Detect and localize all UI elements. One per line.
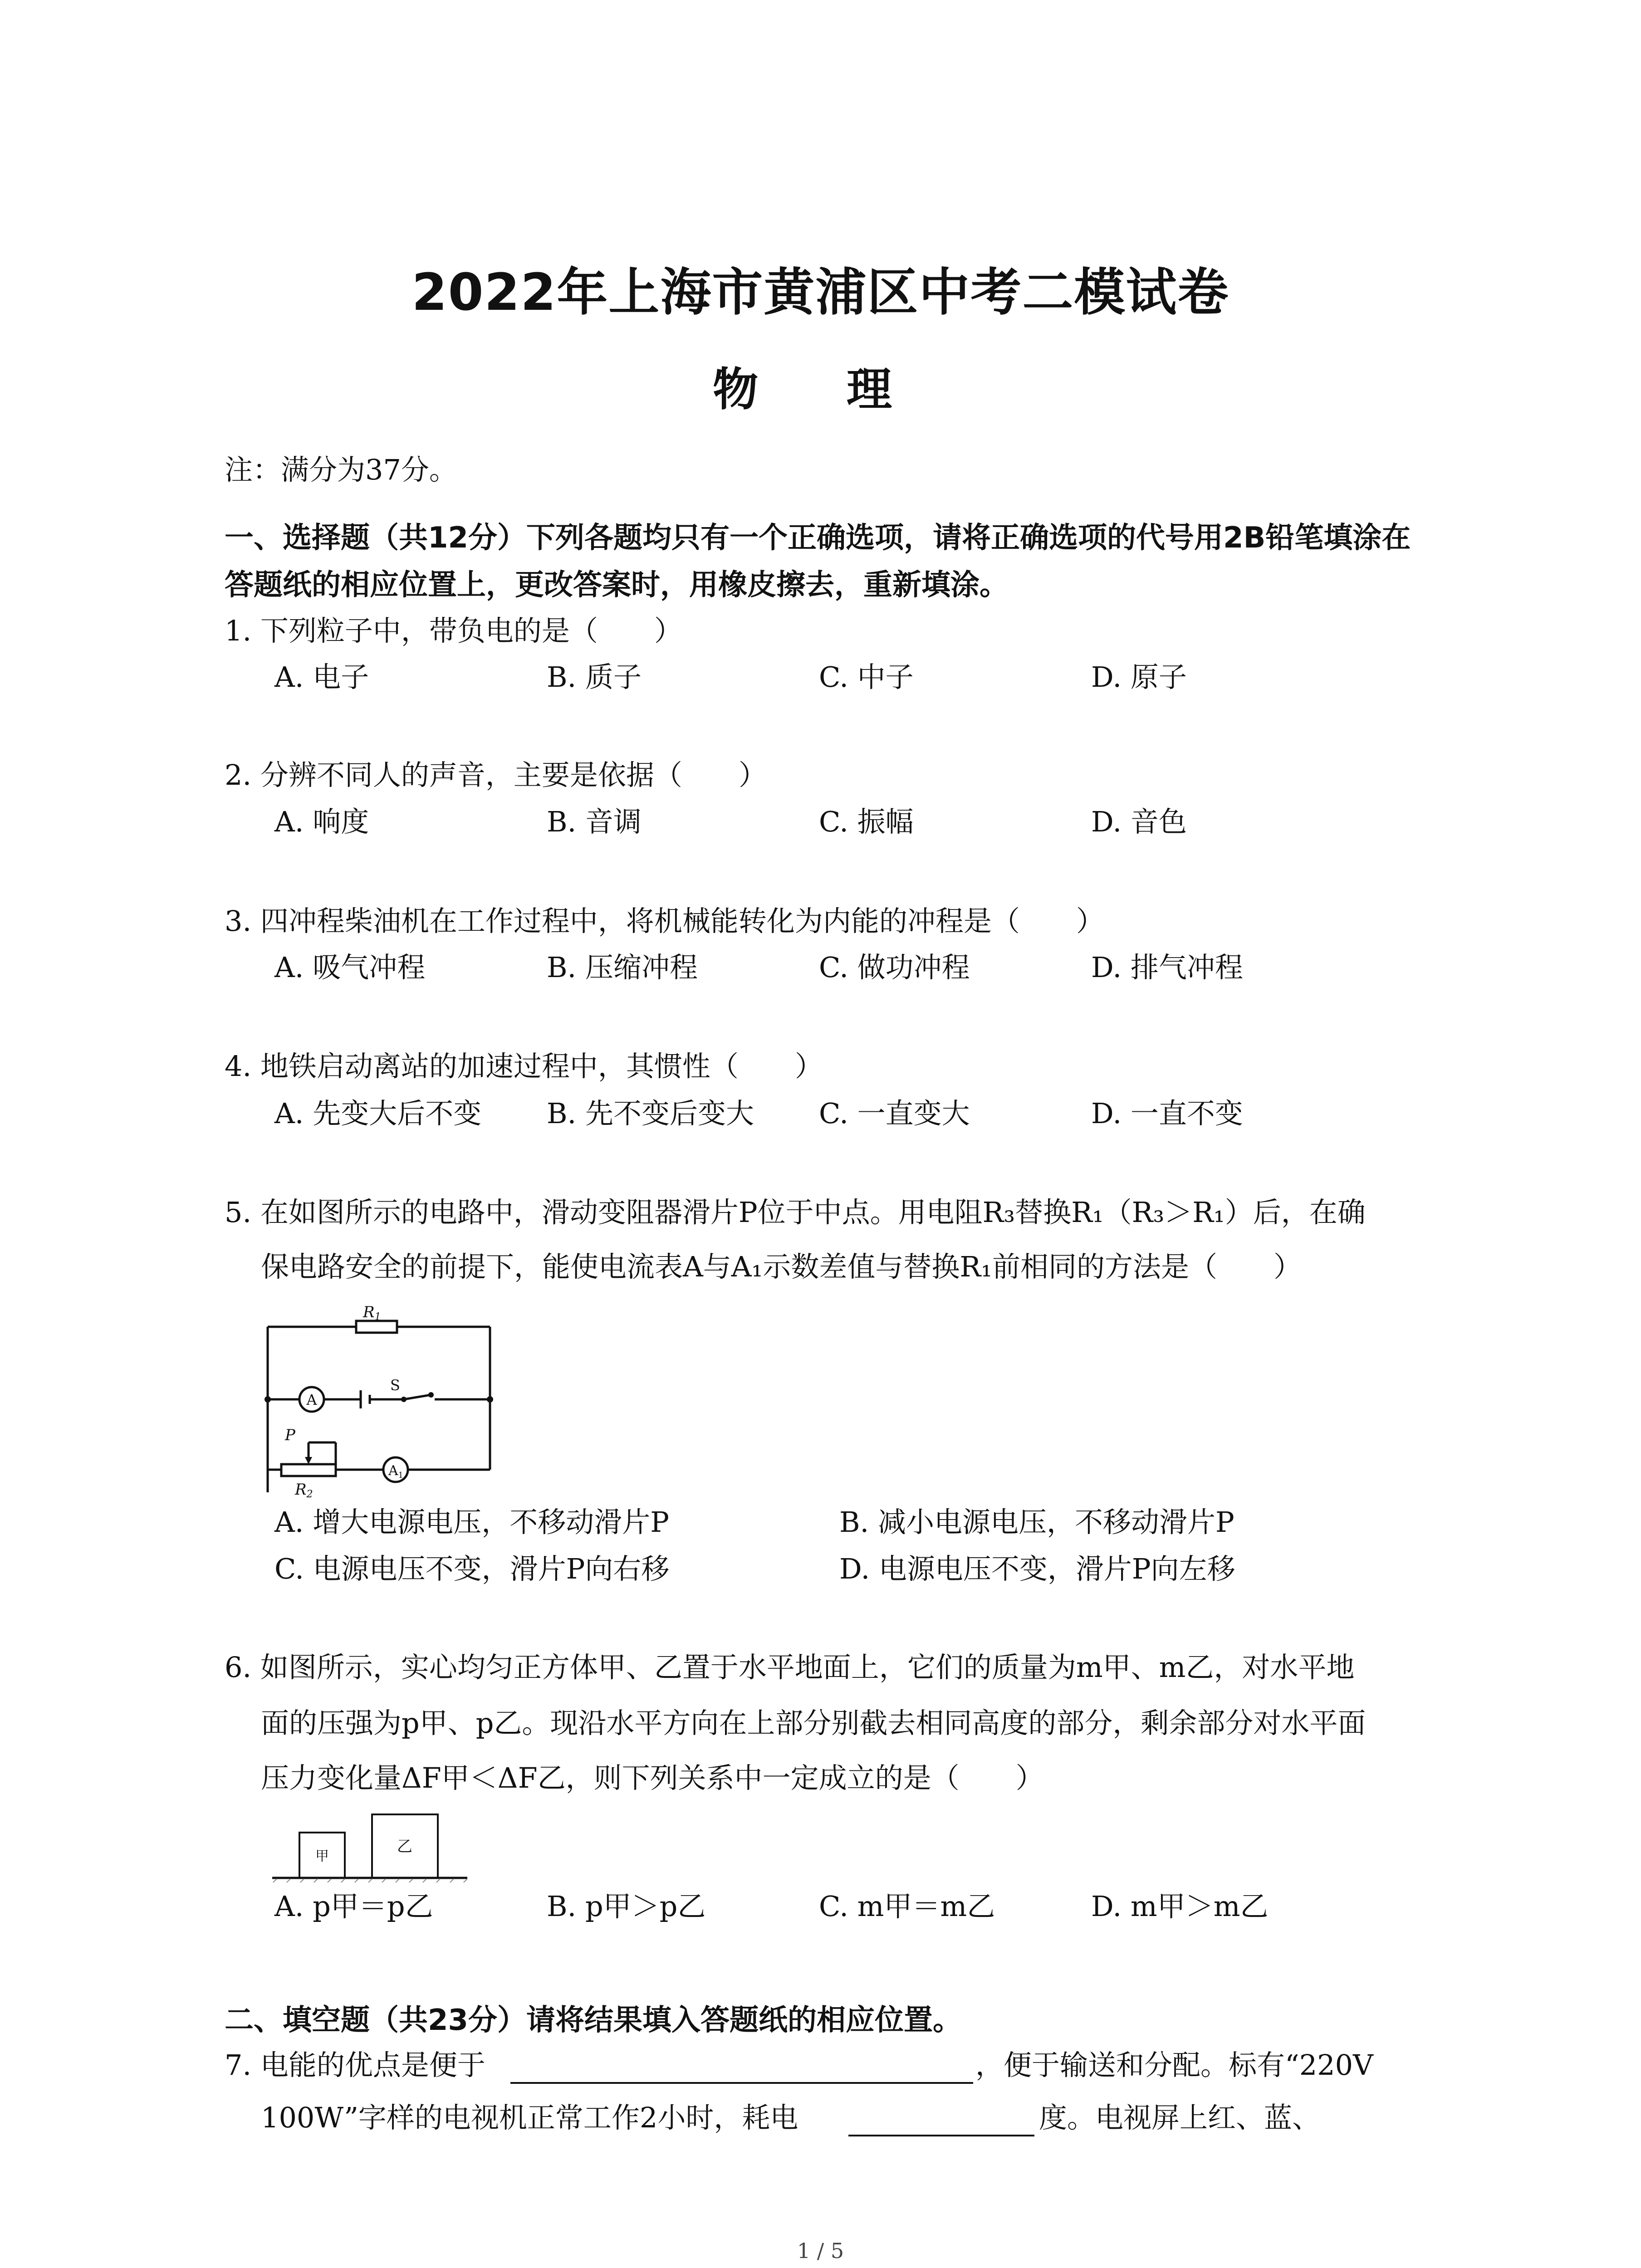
cube-jia-label: 甲 — [315, 1848, 329, 1864]
q1-option-c: C. 中子 — [819, 660, 914, 694]
q2-option-d: D. 音色 — [1091, 805, 1187, 838]
cube-yi-label: 乙 — [397, 1838, 412, 1856]
q5-option-a: A. 增大电源电压，不移动滑片P — [274, 1505, 669, 1539]
ammeter-a-label: A — [306, 1391, 317, 1408]
q6-option-d: D. m甲＞m乙 — [1091, 1890, 1269, 1923]
section2-heading: 二、填空题（共23分）请将结果填入答题纸的相应位置。 — [225, 2004, 962, 2037]
q6-stem-line1: 6. 如图所示，实心均匀正方体甲、乙置于水平地面上，它们的质量为m甲、m乙，对水平地 — [225, 1651, 1355, 1684]
r2-label: R2 — [295, 1481, 313, 1500]
q5-option-d: D. 电源电压不变，滑片P向左移 — [839, 1552, 1235, 1585]
q7-blank-2 — [848, 2133, 1034, 2136]
q4-option-c: C. 一直变大 — [819, 1097, 970, 1130]
q4-option-d: D. 一直不变 — [1091, 1097, 1243, 1130]
q6-option-a: A. p甲＝p乙 — [274, 1890, 433, 1923]
q5-option-b: B. 减小电源电压，不移动滑片P — [839, 1505, 1234, 1539]
r1-label: R1 — [363, 1303, 381, 1323]
q1-option-b: B. 质子 — [547, 660, 642, 694]
q6-stem-line2: 面的压强为p甲、p乙。现沿水平方向在上部分别截去相同高度的部分，剩余部分对水平面 — [261, 1706, 1366, 1740]
q1-option-d: D. 原子 — [1091, 660, 1187, 694]
ammeter-a1-label: $A_1$ — [388, 1463, 404, 1480]
q7-blank-1 — [510, 2080, 973, 2084]
q7-text-part4: 度。电视屏上红、蓝、 — [1039, 2101, 1321, 2134]
q6-cubes-diagram — [268, 1810, 476, 1882]
switch-s-label: S — [390, 1377, 400, 1394]
full-score-note: 注：满分为37分。 — [225, 453, 457, 486]
q5-stem-line2: 保电路安全的前提下，能使电流表A与A₁示数差值与替换R₁前相同的方法是（ ） — [261, 1250, 1302, 1283]
q2-option-b: B. 音调 — [547, 805, 642, 838]
exam-title: 2022年上海市黄浦区中考二模试卷 — [411, 263, 1230, 322]
slider-p-label: P — [285, 1426, 295, 1444]
q2-stem: 2. 分辨不同人的声音，主要是依据（ ） — [225, 758, 767, 792]
page-number: 1 / 5 — [797, 2239, 844, 2263]
q3-option-d: D. 排气冲程 — [1091, 951, 1243, 984]
q6-option-b: B. p甲＞p乙 — [547, 1890, 706, 1923]
q2-option-c: C. 振幅 — [819, 805, 914, 838]
q2-option-a: A. 响度 — [274, 805, 369, 838]
q6-stem-line3: 压力变化量ΔF甲＜ΔF乙，则下列关系中一定成立的是（ ） — [261, 1761, 1044, 1794]
section1-heading-line1: 一、选择题（共12分）下列各题均只有一个正确选项，请将正确选项的代号用2B铅笔填涂在 — [225, 521, 1411, 555]
q5-option-c: C. 电源电压不变，滑片P向右移 — [274, 1552, 670, 1585]
q6-option-c: C. m甲＝m乙 — [819, 1890, 995, 1923]
section1-heading-line2: 答题纸的相应位置上，更改答案时，用橡皮擦去，重新填涂。 — [225, 568, 1009, 602]
q7-text-part3: 100W”字样的电视机正常工作2小时，耗电 — [261, 2101, 798, 2134]
q7-text-part1: 7. 电能的优点是便于 — [225, 2048, 485, 2082]
q3-option-a: A. 吸气冲程 — [274, 951, 426, 984]
q1-stem: 1. 下列粒子中，带负电的是（ ） — [225, 614, 682, 647]
subject-title: 物 理 — [713, 363, 928, 416]
q3-option-c: C. 做功冲程 — [819, 951, 970, 984]
q5-stem-line1: 5. 在如图所示的电路中，滑动变阻器滑片P位于中点。用电阻R₃替换R₁（R₃＞R₁）后，在确 — [225, 1196, 1366, 1229]
q3-stem: 3. 四冲程柴油机在工作过程中，将机械能转化为内能的冲程是（ ） — [225, 904, 1104, 938]
q3-option-b: B. 压缩冲程 — [547, 951, 698, 984]
q1-option-a: A. 电子 — [274, 660, 369, 694]
q7-text-part2: ，便于输送和分配。标有“220V — [975, 2048, 1373, 2082]
q5-circuit-diagram — [254, 1302, 508, 1501]
q4-stem: 4. 地铁启动离站的加速过程中，其惯性（ ） — [225, 1050, 823, 1083]
q4-option-b: B. 先不变后变大 — [547, 1097, 754, 1130]
q4-option-a: A. 先变大后不变 — [274, 1097, 482, 1130]
